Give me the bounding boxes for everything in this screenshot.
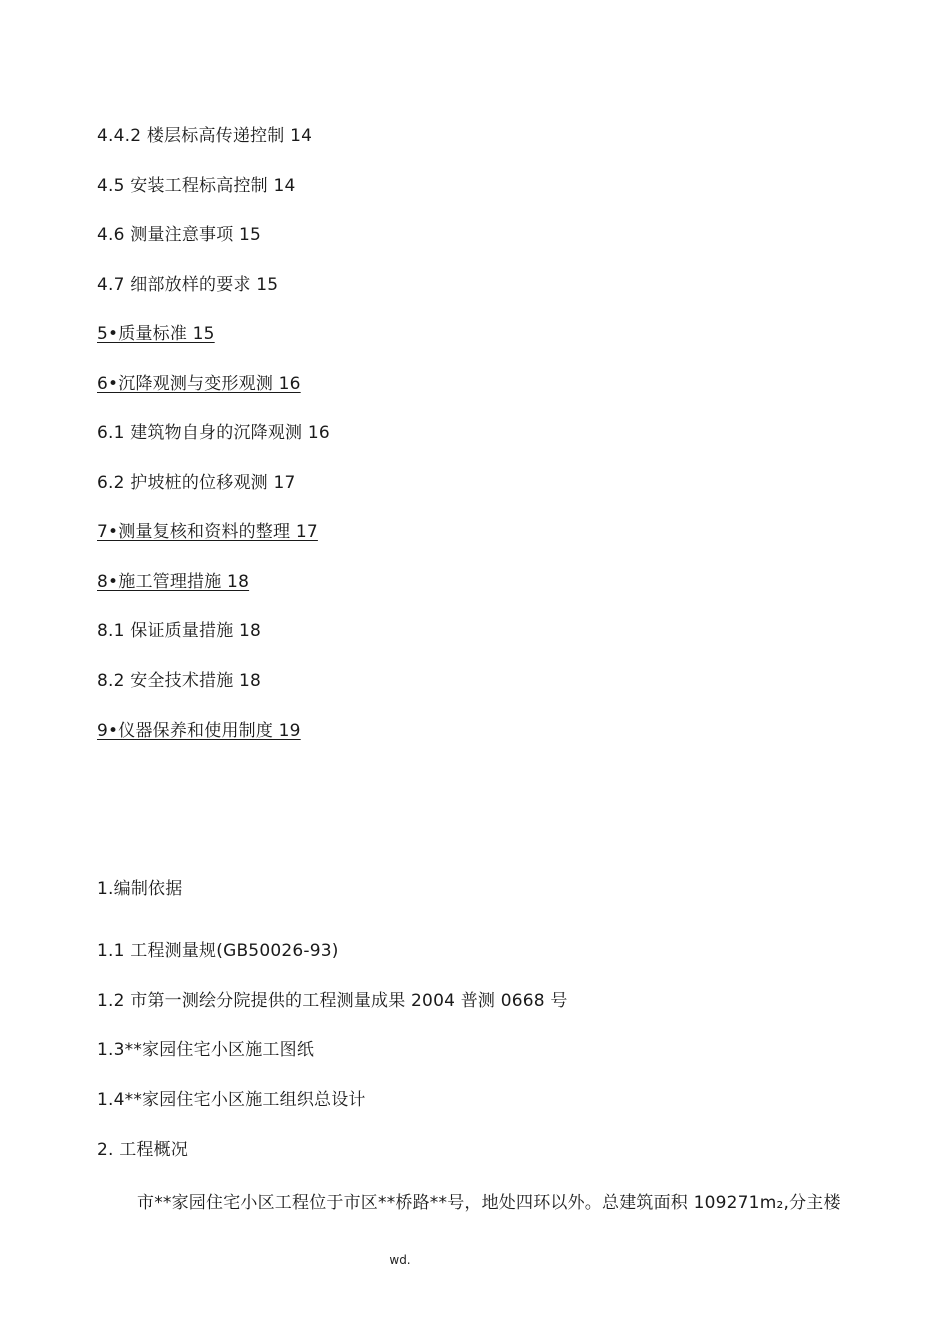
- section-heading-1: 1.编制依据: [97, 879, 183, 899]
- overview-paragraph: 市**家园住宅小区工程位于市区**桥路**号，地处四环以外。总建筑面积 109271m₂,分主楼: [137, 1193, 841, 1213]
- basis-item-1-3: 1.3**家园住宅小区施工图纸: [97, 1040, 315, 1060]
- toc-entry-6[interactable]: 6•沉降观测与变形观测 16: [97, 374, 301, 394]
- toc-entry-4-7[interactable]: 4.7 细部放样的要求 15: [97, 275, 279, 295]
- basis-item-1-4: 1.4**家园住宅小区施工组织总设计: [97, 1090, 366, 1110]
- toc-entry-6-1[interactable]: 6.1 建筑物自身的沉降观测 16: [97, 423, 330, 443]
- toc-entry-7[interactable]: 7•测量复核和资料的整理 17: [97, 522, 318, 542]
- toc-entry-8-1[interactable]: 8.1 保证质量措施 18: [97, 621, 262, 641]
- toc-entry-9[interactable]: 9•仪器保养和使用制度 19: [97, 721, 301, 741]
- toc-entry-5[interactable]: 5•质量标准 15: [97, 324, 215, 344]
- section-heading-2: 2. 工程概况: [97, 1140, 189, 1160]
- toc-entry-4-4-2[interactable]: 4.4.2 楼层标高传递控制 14: [97, 126, 313, 146]
- page-footer: wd.: [389, 1253, 411, 1267]
- basis-item-1-1: 1.1 工程测量规(GB50026-93): [97, 941, 339, 961]
- basis-item-1-2: 1.2 市第一测绘分院提供的工程测量成果 2004 普测 0668 号: [97, 991, 568, 1011]
- toc-entry-4-5[interactable]: 4.5 安装工程标高控制 14: [97, 176, 296, 196]
- toc-entry-6-2[interactable]: 6.2 护坡桩的位移观测 17: [97, 473, 296, 493]
- toc-entry-8[interactable]: 8•施工管理措施 18: [97, 572, 250, 592]
- toc-entry-8-2[interactable]: 8.2 安全技术措施 18: [97, 671, 262, 691]
- toc-entry-4-6[interactable]: 4.6 测量注意事项 15: [97, 225, 262, 245]
